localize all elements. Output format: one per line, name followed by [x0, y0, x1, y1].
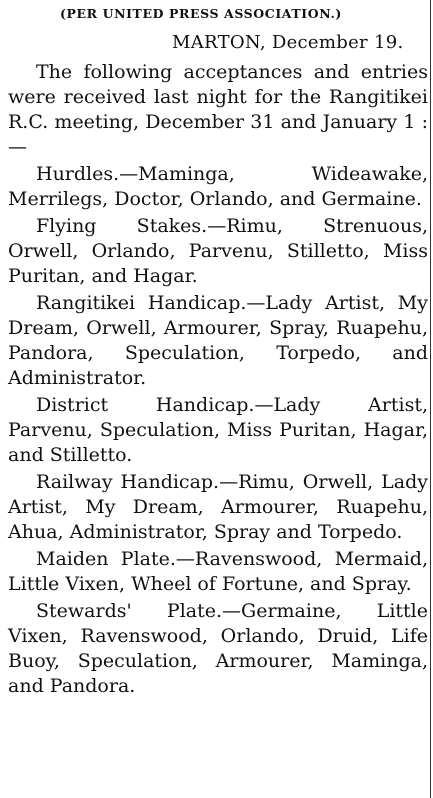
- intro-paragraph: The following acceptances and entries were received last night for the Rangitikei R.C. meeting, December 31 and January 1 :—: [8, 61, 428, 158]
- race-rangitikei-handicap: Rangitikei Handicap.—Lady Artist, My Dream, Orwell, Armourer, Spray, Ruapehu, Pandora, Speculation, Torpedo, and Administrator.: [8, 292, 428, 389]
- race-flying-stakes: Flying Stakes.—Rimu, Strenuous, Orwell, Orlando, Parvenu, Stilletto, Miss Puritan, and Hagar.: [8, 215, 428, 287]
- press-credit: (PER UNITED PRESS ASSOCIATION.): [60, 6, 342, 21]
- race-stewards-plate: Stewards' Plate.—Germaine, Little Vixen, Ravenswood, Orlando, Druid, Life Buoy, Speculation, Armourer, Maminga, and Pandora.: [8, 600, 428, 697]
- race-hurdles: Hurdles.—Maminga, Wideawake, Merrilegs, Doctor, Orlando, and Germaine.: [8, 163, 428, 210]
- race-district-handicap: District Handicap.—Lady Artist, Parvenu, Speculation, Miss Puritan, Hagar, and Stilletto.: [8, 394, 428, 466]
- race-railway-handicap: Railway Handicap.—Rimu, Orwell, Lady Artist, My Dream, Armourer, Ruapehu, Ahua, Administrator, Spray and Torpedo.: [8, 471, 428, 543]
- article-body: [8, 60, 428, 701]
- column-rule: [430, 0, 431, 798]
- dateline: MARTON, December 19.: [172, 32, 404, 53]
- race-maiden-plate: Maiden Plate.—Ravenswood, Mermaid, Little Vixen, Wheel of Fortune, and Spray.: [8, 548, 428, 595]
